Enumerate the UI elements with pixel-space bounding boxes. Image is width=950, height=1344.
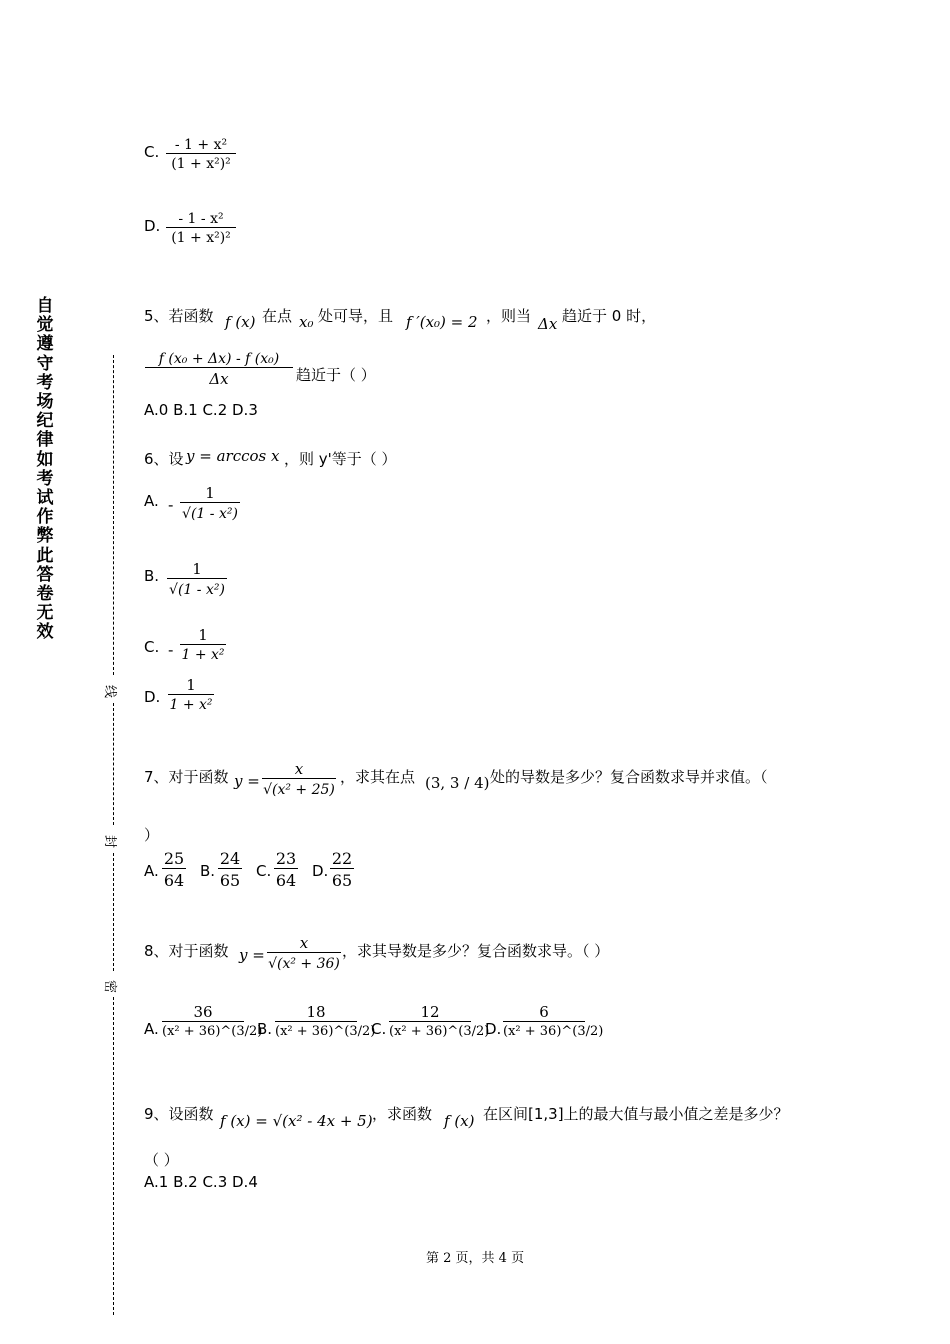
q9-tail: 在区间[1,3]上的最大值与最小值之差是多少？ [483,1105,789,1123]
q8-option-fraction [275,1003,376,1039]
q7-option-fraction [330,849,354,890]
q5-quotient-numerator: f (x₀ + Δx) - f (x₀) [158,351,280,367]
q8-option-denominator: (x² + 36)^(3/2) [389,1024,490,1039]
q7-option-fraction [162,849,186,890]
q8-option-numerator: 18 [306,1003,326,1021]
q4-option-d-numerator: - 1 - x² [178,211,224,227]
q5-delta-x: Δx [538,315,558,333]
q8-option-label: B. [257,1020,273,1038]
q7-option-label: C. [256,862,272,880]
page-number: 第 2 页，共 4 页 [426,1251,525,1266]
q7-option-numerator: 24 [219,849,241,868]
q7-option-numerator: 22 [331,849,353,868]
q9-expression: f (x) = √(x² - 4x + 5) [220,1112,373,1130]
q7-y-equals: y = [234,772,260,790]
q7-close-paren: ） [144,826,160,844]
q9-prefix: 9、设函数 [144,1105,214,1123]
q7-option-denominator: 64 [275,871,297,890]
q6-option-b-fraction [167,560,227,598]
q8-option-numerator: 6 [539,1003,549,1021]
q6-option-c-minus: - [168,641,174,659]
q6-option-c-denominator: 1 + x² [181,647,225,663]
q7-option-denominator: 65 [219,871,241,890]
q8-option-fraction [503,1003,604,1039]
q8-option-label: A. [144,1020,159,1038]
q6-option-c-label: C. [144,638,160,656]
q7-option-denominator: 65 [331,871,353,890]
seal-char-fold: 封 [102,834,118,849]
q8-option-denominator: (x² + 36)^(3/2) [162,1024,263,1039]
q4-option-c-denominator: (1 + x²)² [171,156,231,172]
seal-dashed-line [113,355,114,675]
seal-char-secret: 密 [102,979,118,994]
q7-option-numerator: 25 [163,849,185,868]
q4-option-c-fraction [166,137,236,172]
q7-function-fraction [262,760,336,798]
q8-option-label: C. [371,1020,387,1038]
q7-option-denominator: 64 [163,871,185,890]
q7-prefix: 7、对于函数 [144,768,229,786]
q6-option-c-numerator: 1 [198,626,208,644]
q6-option-a-minus: - [168,496,174,514]
q6-option-b-numerator: 1 [192,560,202,578]
q8-option-label: D. [485,1020,502,1038]
q5-options: A.0 B.1 C.2 D.3 [144,401,258,419]
q7-option-fraction [274,849,298,890]
q6-option-a-denominator: √(1 - x²) [182,506,238,522]
q5-difference-quotient [145,351,293,388]
q4-option-d-label: D. [144,217,161,235]
q8-denominator: √(x² + 36) [268,956,340,972]
q6-option-b-label: B. [144,567,160,585]
q6-expression: y = arccos x [186,447,280,465]
q9-function: f (x) [444,1112,475,1130]
q8-option-fraction [162,1003,263,1039]
q5-at-point: 在点 [262,307,293,325]
seal-dashed-line [113,853,114,971]
q9-options: A.1 B.2 C.3 D.4 [144,1173,258,1191]
q8-option-denominator: (x² + 36)^(3/2) [503,1024,604,1039]
q7-denominator: √(x² + 25) [263,782,335,798]
q6-tail: ，则 y'等于（ ） [284,450,397,468]
q7-option-numerator: 23 [275,849,297,868]
q5-tail: 趋近于（ ） [296,366,376,384]
q5-differentiable: 处可导，且 [318,307,394,325]
q4-option-c-numerator: - 1 + x² [174,137,228,153]
q4-option-d-fraction [166,211,236,246]
q6-option-d-numerator: 1 [186,676,196,694]
q8-function-fraction [267,934,341,972]
q7-option-label: A. [144,862,159,880]
q6-option-c-fraction [180,626,226,663]
seal-char-line: 线 [102,684,118,699]
q4-option-d-denominator: (1 + x²)² [171,230,231,246]
q5-quotient-denominator: Δx [209,370,229,388]
q7-option-label: D. [312,862,329,880]
q6-option-a-fraction [180,484,240,522]
q6-option-b-denominator: √(1 - x²) [169,582,225,598]
q5-tends-zero: 趋近于 0 时， [562,307,657,325]
q5-derivative-value: f ′(x₀) = 2 [406,313,478,331]
q5-when: ，则当 [486,307,532,325]
q8-option-fraction [389,1003,490,1039]
q5-prefix: 5、若函数 [144,307,214,325]
q6-option-d-fraction [168,676,214,713]
q8-tail: ，求其导数是多少？复合函数求导。（ ） [342,942,610,960]
q8-option-denominator: (x² + 36)^(3/2) [275,1024,376,1039]
q4-option-c-label: C. [144,143,160,161]
q8-numerator: x [299,934,309,952]
seal-dashed-line [113,997,114,1315]
q8-option-numerator: 12 [420,1003,440,1021]
q5-function: f (x) [225,313,256,331]
exam-notice-vertical: 自觉遵守考场纪律如考试作弊此答卷无效 [36,296,54,643]
q6-option-d-label: D. [144,688,161,706]
q6-option-d-denominator: 1 + x² [169,697,213,713]
q8-prefix: 8、对于函数 [144,942,229,960]
q7-numerator: x [294,760,304,778]
q5-x0: x₀ [299,313,314,331]
q8-y-equals: y = [239,946,265,964]
q6-prefix: 6、设 [144,450,184,468]
q7-tail: 处的导数是多少？复合函数求导并求值。（ [490,768,768,786]
q9-mid: ，求函数 [372,1105,433,1123]
q7-option-fraction [218,849,242,890]
q6-option-a-label: A. [144,492,159,510]
q9-answer-paren: （ ） [144,1151,179,1169]
q8-option-numerator: 36 [193,1003,213,1021]
q7-option-label: B. [200,862,216,880]
q7-point: (3, 3 / 4) [425,774,490,792]
seal-dashed-line [113,703,114,825]
q6-option-a-numerator: 1 [205,484,215,502]
q7-mid: ，求其在点 [340,768,416,786]
